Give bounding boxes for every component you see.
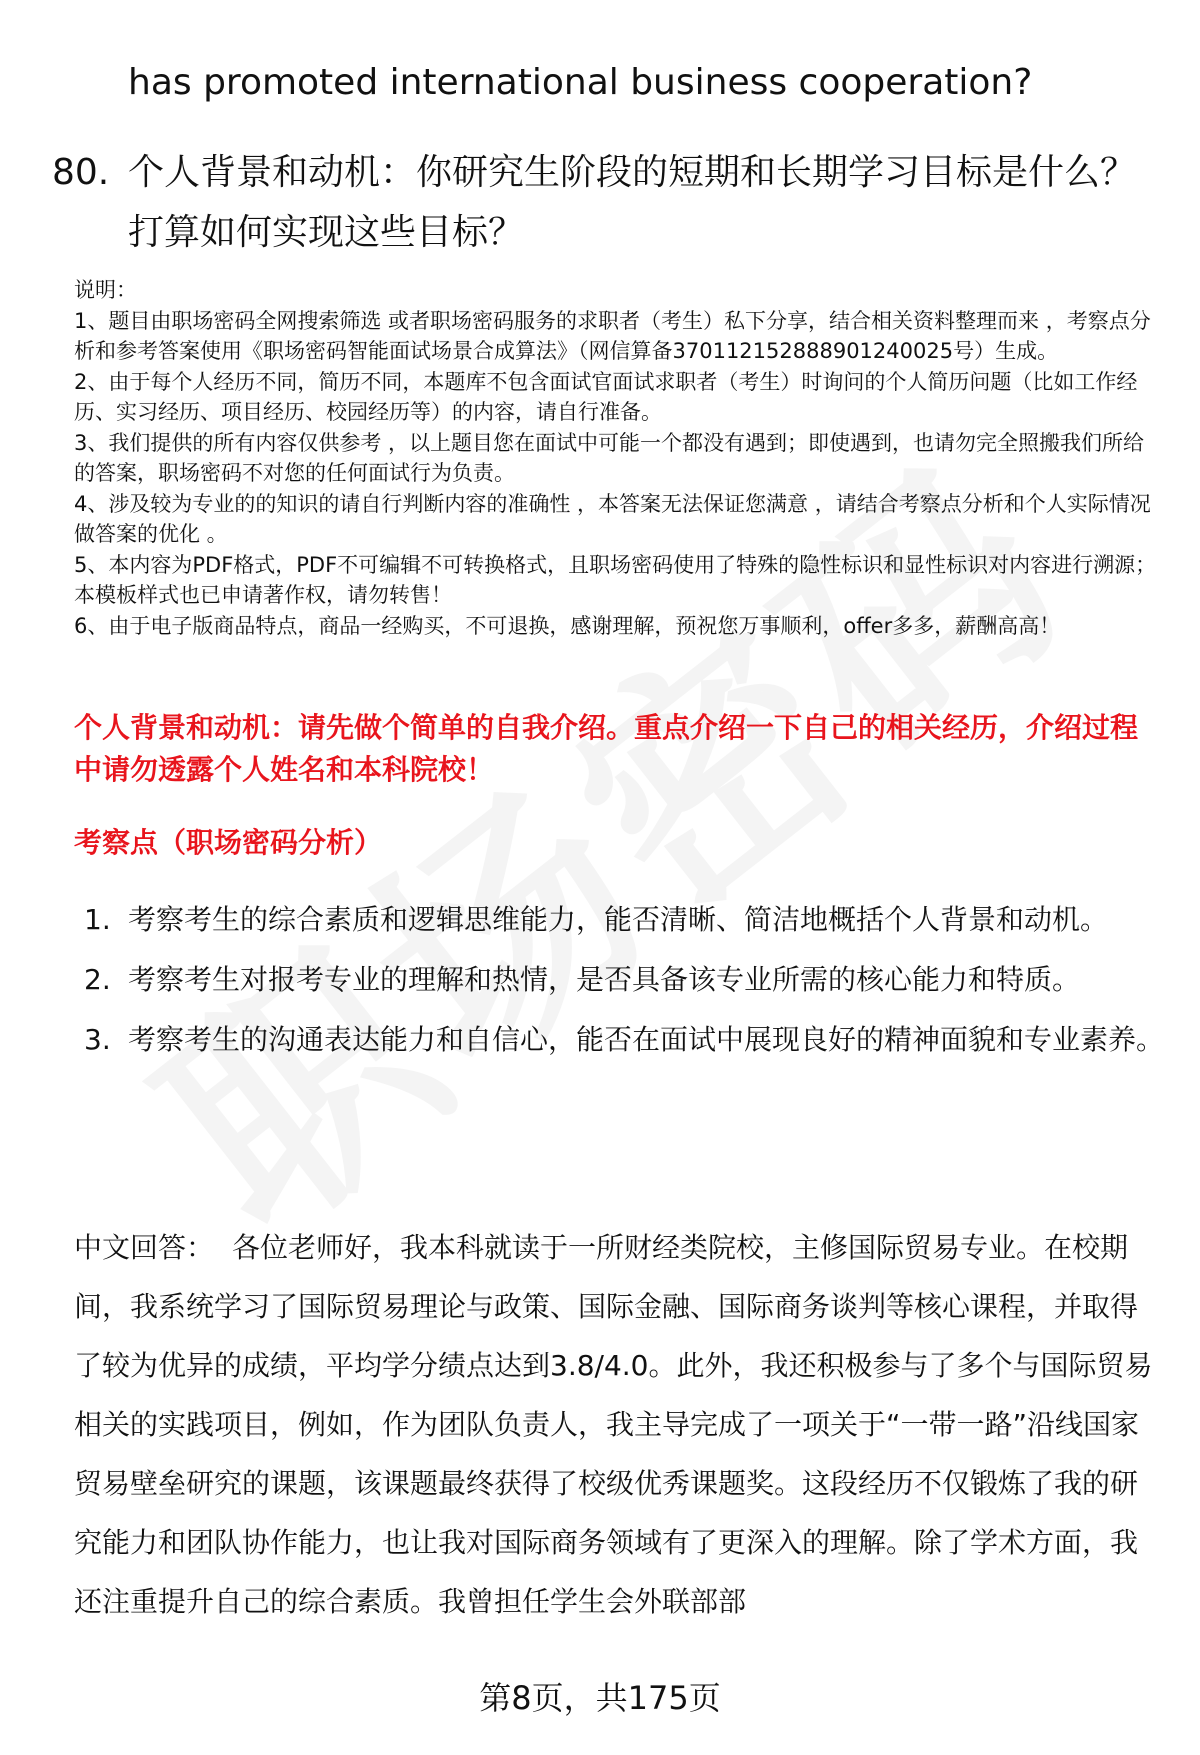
question-text: 个人背景和动机：你研究生阶段的短期和长期学习目标是什么？打算如何实现这些目标？: [128, 152, 1137, 253]
point-text: 考察考生对报考专业的理解和热情，是否具备该专业所需的核心能力和特质。: [128, 963, 1081, 996]
point-text: 考察考生的综合素质和逻辑思维能力，能否清晰、简洁地概括个人背景和动机。: [128, 903, 1109, 936]
chinese-answer: [74, 1218, 1164, 1631]
question-80: [52, 143, 1152, 263]
answer-text: 各位老师好，我本科就读于一所财经类院校，主修国际贸易专业。在校期间，我系统学习了国际贸易理论与政策、国际金融、国际商务谈判等核心课程，并取得了较为优异的成绩，平均学分绩点达到3.8/4.0。此外，我还积极参与了多个与国际贸易相关的实践项目，例如，作为团队负责人，我主导完成了一项关于“一带一路”沿线国家贸易壁垒研究的课题，该课题最终获得了校级优秀课题奖。这段经历不仅锻炼了我的研究能力和团队协作能力，也让我对国际商务领域有了更深入的理解。除了学术方面，我还注重提升自己的综合素质。我曾担任学生会外联部部: [74, 1231, 1153, 1618]
previous-question-continuation: has promoted international business cooperation?: [128, 62, 1033, 103]
point-number: 3.: [84, 1023, 111, 1056]
analysis-point: [84, 1010, 1164, 1070]
question-number: 80.: [52, 152, 110, 193]
point-number: 2.: [84, 963, 111, 996]
note-item: 4、涉及较为专业的的知识的请自行判断内容的准确性 ，本答案无法保证您满意 ，请结合考察点分析和个人实际情况做答案的优化 。: [74, 491, 1151, 546]
note-item: 1、题目由职场密码全网搜索筛选 或者职场密码服务的求职者（考生）私下分享，结合相关资料整理而来 ，考察点分析和参考答案使用《职场密码智能面试场景合成算法》（网信算备370112152888901240025号）生成。: [74, 308, 1151, 363]
analysis-points: [84, 890, 1164, 1070]
analysis-heading: 考察点（职场密码分析）: [74, 826, 383, 859]
notes-section: [74, 275, 1164, 641]
analysis-point: [84, 950, 1164, 1010]
point-number: 1.: [84, 903, 111, 936]
current-question: 个人背景和动机：请先做个简单的自我介绍。重点介绍一下自己的相关经历，介绍过程中请勿透露个人姓名和本科院校！: [74, 711, 1139, 786]
note-item: 2、由于每个人经历不同，简历不同，本题库不包含面试官面试求职者（考生）时询问的个人简历问题（比如工作经历、实习经历、项目经历、校园经历等）的内容，请自行准备。: [74, 369, 1138, 424]
page-footer: 第8页，共175页: [479, 1679, 721, 1717]
answer-label: 中文回答：: [74, 1231, 215, 1264]
point-text: 考察考生的沟通表达能力和自信心，能否在面试中展现良好的精神面貌和专业素养。: [128, 1023, 1165, 1056]
note-item: 5、本内容为PDF格式，PDF不可编辑不可转换格式，且职场密码使用了特殊的隐性标识和显性标识对内容进行溯源；本模板样式也已申请著作权，请勿转售！: [74, 552, 1157, 607]
analysis-point: [84, 890, 1164, 950]
notes-title: 说明：: [74, 278, 137, 302]
note-item: 6、由于电子版商品特点，商品一经购买，不可退换，感谢理解，预祝您万事顺利，offer多多，薪酬高高！: [74, 613, 1061, 638]
note-item: 3、我们提供的所有内容仅供参考 ，以上题目您在面试中可能一个都没有遇到；即使遇到，也请勿完全照搬我们所给的答案，职场密码不对您的任何面试行为负责。: [74, 430, 1145, 485]
